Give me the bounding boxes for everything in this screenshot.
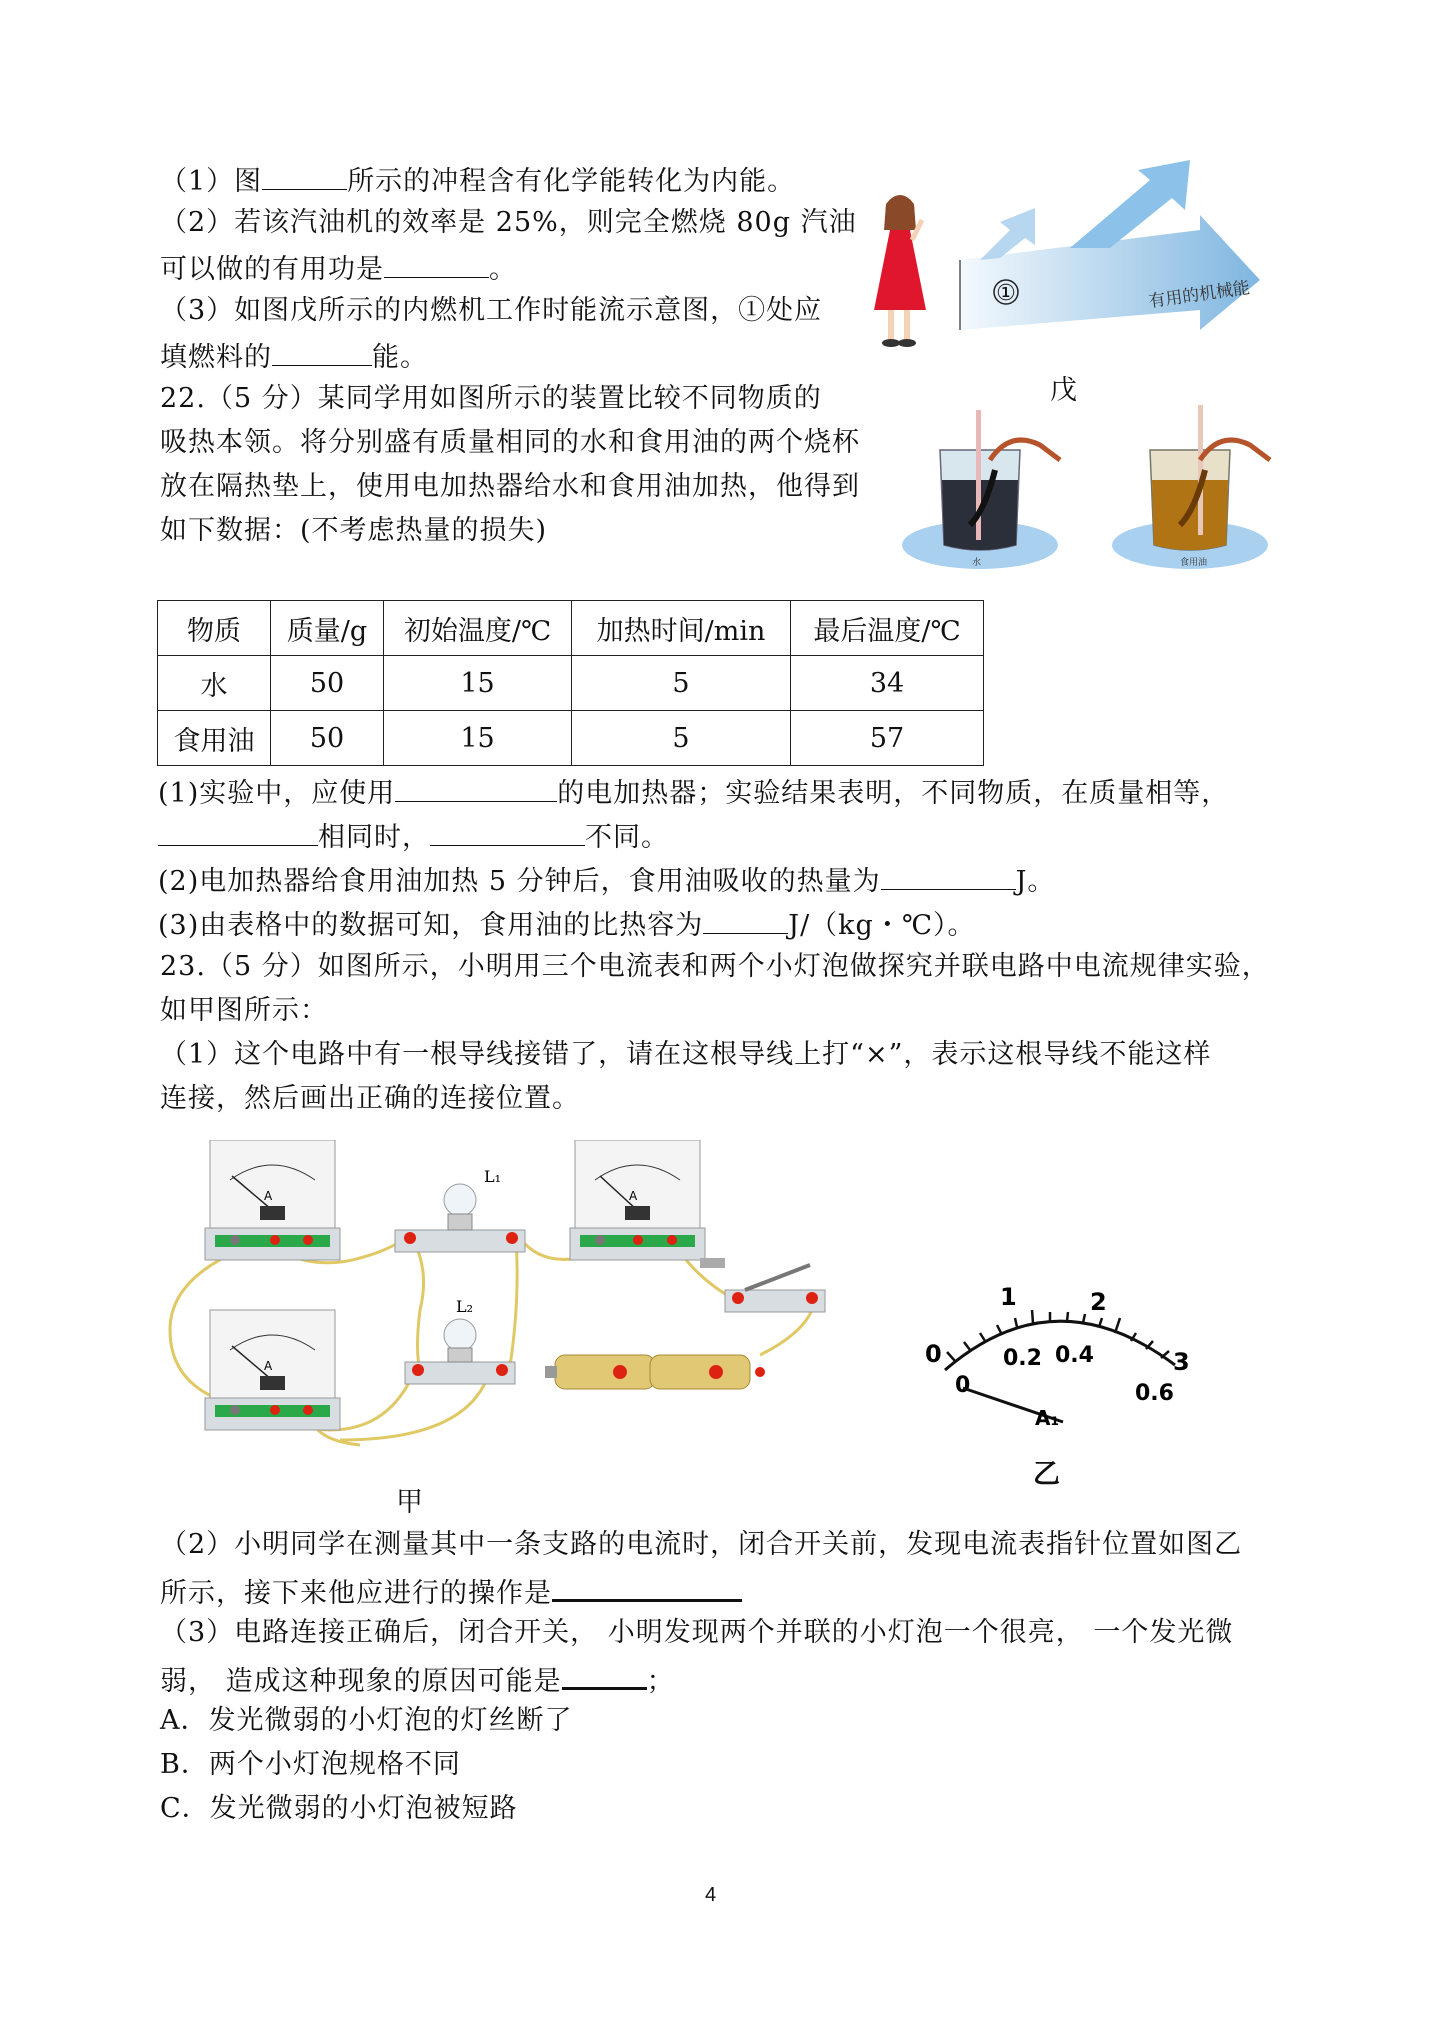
q22-p2-a: (2)电加热器给食用油加热 5 分钟后，食用油吸收的热量为 (158, 866, 881, 897)
battery-icon (545, 1355, 765, 1389)
table-header-cell: 质量/g (271, 601, 384, 656)
ammeter-top-left-icon (205, 1140, 340, 1260)
table-cell: 5 (572, 711, 791, 766)
q23-line2: 如甲图所示： (160, 995, 328, 1026)
fig-jia-caption: 甲 (396, 1487, 423, 1518)
table-cell: 50 (271, 656, 384, 711)
q23-part3-line2 (160, 1660, 675, 1699)
q22-line2: 吸热本领。将分别盛有质量相同的水和食用油的两个烧杯 (160, 427, 860, 458)
table-header-row (158, 601, 984, 656)
scale-outer-0: 0 (925, 1340, 942, 1368)
q21-line3 (160, 250, 517, 287)
q22-p1-b: 的电加热器；实验结果表明，不同物质，在质量相等， (557, 778, 1230, 809)
q22-part1-line2 (158, 818, 669, 855)
q23-line3: （1）这个电路中有一根导线接错了，请在这根导线上打“×”，表示这根导线不能这样 (160, 1039, 1212, 1070)
fig-wu-caption: 戊 (1050, 375, 1077, 406)
table-cell: 食用油 (158, 711, 271, 766)
q23-p3-l2-b: ； (646, 1666, 675, 1697)
q22-part2 (158, 862, 1055, 899)
table-header-cell: 初始温度/℃ (384, 601, 572, 656)
table-header-cell: 最后温度/℃ (791, 601, 984, 656)
scale-outer-1: 1 (1000, 1283, 1017, 1311)
beakers-figure (900, 400, 1300, 580)
q23-p3-l2-a: 弱， 造成这种现象的原因可能是 (160, 1666, 562, 1697)
q21-line4: （3）如图戊所示的内燃机工作时能流示意图，①处应 (160, 295, 823, 326)
lamp-l1-label: L₁ (484, 1167, 502, 1186)
table-header-cell: 加热时间/min (572, 601, 791, 656)
q22-part3 (158, 906, 976, 943)
scale-inner-02: 0.2 (1003, 1346, 1042, 1371)
lamp-l2-icon (405, 1319, 515, 1384)
meter-a1-label: A₁ (1035, 1406, 1060, 1430)
table-cell: 15 (384, 711, 572, 766)
meter-label: A (264, 1359, 273, 1373)
meter-label: A (264, 1189, 273, 1203)
lamp-l2-label: L₂ (456, 1297, 474, 1316)
page-number: 4 (705, 1884, 717, 1906)
q21-l3-b: 。 (489, 254, 517, 285)
scale-inner-0: 0 (955, 1373, 971, 1398)
energy-flow-figure (860, 160, 1300, 360)
option-c: C．发光微弱的小灯泡被短路 (160, 1793, 518, 1824)
q22-p1-a: (1)实验中，应使用 (158, 778, 396, 809)
scale-inner-06: 0.6 (1135, 1381, 1174, 1406)
table-cell: 15 (384, 656, 572, 711)
q22-line1: 22.（5 分）某同学用如图所示的装置比较不同物质的 (160, 383, 822, 414)
flow-arrow-label: 有用的机械能 (1147, 278, 1252, 313)
q22-blank-1[interactable] (395, 774, 557, 802)
q22-p3-b: J/（kg・℃）。 (788, 910, 976, 941)
fig-yi-caption: 乙 (1033, 1459, 1060, 1490)
q22-blank-3[interactable] (430, 818, 585, 846)
switch-icon (700, 1258, 825, 1312)
q22-p1-c: 相同时， (318, 822, 430, 853)
data-table (157, 600, 984, 766)
q22-part1-line1 (158, 774, 1229, 811)
ammeter-scale-figure (905, 1280, 1205, 1480)
option-a: A．发光微弱的小灯泡的灯丝断了 (160, 1705, 573, 1736)
table-cell: 57 (791, 711, 984, 766)
meter-label: A (629, 1189, 638, 1203)
q22-blank-4[interactable] (881, 862, 1016, 890)
q21-line2: （2）若该汽油机的效率是 25%，则完全燃烧 80g 汽油 (160, 207, 857, 238)
q21-l1-b: 所示的冲程含有化学能转化为内能。 (347, 166, 796, 197)
q21-line1 (160, 162, 795, 199)
q23-line4: 连接，然后画出正确的连接位置。 (160, 1083, 580, 1114)
q21-l5-b: 能。 (372, 342, 428, 373)
lamp-l1-icon (395, 1184, 525, 1252)
ammeter-bottom-left-icon (205, 1310, 340, 1430)
q22-blank-5[interactable] (703, 906, 788, 934)
table-row (158, 656, 984, 711)
q22-blank-2[interactable] (158, 818, 318, 846)
q23-blank-2[interactable] (562, 1660, 647, 1690)
q23-line1: 23.（5 分）如图所示，小明用三个电流表和两个小灯泡做探究并联电路中电流规律实验， (160, 951, 1270, 982)
circuit-figure (160, 1140, 850, 1470)
q21-blank-2[interactable] (384, 250, 489, 278)
q23-part3-line1: （3）电路连接正确后，闭合开关， 小明发现两个并联的小灯泡一个很亮， 一个发光微 (160, 1617, 1234, 1648)
ammeter-top-right-icon (570, 1140, 705, 1260)
water-beaker-icon (940, 410, 1060, 550)
q22-p2-b: J。 (1015, 866, 1056, 897)
table-cell: 50 (271, 711, 384, 766)
q23-p2-l2: 所示，接下来他应进行的操作是 (160, 1578, 552, 1609)
girl-icon (874, 195, 926, 347)
scale-outer-3: 3 (1173, 1348, 1190, 1376)
option-b: B．两个小灯泡规格不同 (160, 1749, 461, 1780)
scale-inner-04: 0.4 (1055, 1343, 1094, 1368)
q22-p1-d: 不同。 (585, 822, 669, 853)
table-header-cell: 物质 (158, 601, 271, 656)
q21-blank-3[interactable] (272, 338, 372, 366)
q22-line3: 放在隔热垫上，使用电加热器给水和食用油加热，他得到 (160, 471, 860, 502)
water-label: 水 (972, 558, 982, 568)
flow-circle-label: ① (996, 281, 1016, 306)
q21-l1-a: （1）图 (160, 166, 263, 197)
q21-l5-a: 填燃料的 (160, 342, 272, 373)
table-cell: 水 (158, 656, 271, 711)
q22-p3-a: (3)由表格中的数据可知，食用油的比热容为 (158, 910, 704, 941)
q23-part2-line1: （2）小明同学在测量其中一条支路的电流时，闭合开关前，发现电流表指针位置如图乙 (160, 1529, 1243, 1560)
oil-beaker-icon (1150, 405, 1270, 550)
q21-line5 (160, 338, 428, 375)
q23-part2-line2 (160, 1572, 742, 1611)
table-cell: 34 (791, 656, 984, 711)
q21-l3-a: 可以做的有用功是 (160, 254, 384, 285)
q21-blank-1[interactable] (262, 162, 347, 190)
oil-label: 食用油 (1180, 558, 1208, 568)
table-cell: 5 (572, 656, 791, 711)
q22-line4: 如下数据：(不考虑热量的损失) (160, 515, 548, 546)
scale-outer-2: 2 (1090, 1288, 1107, 1316)
table-row (158, 711, 984, 766)
q23-blank-1[interactable] (552, 1572, 742, 1602)
